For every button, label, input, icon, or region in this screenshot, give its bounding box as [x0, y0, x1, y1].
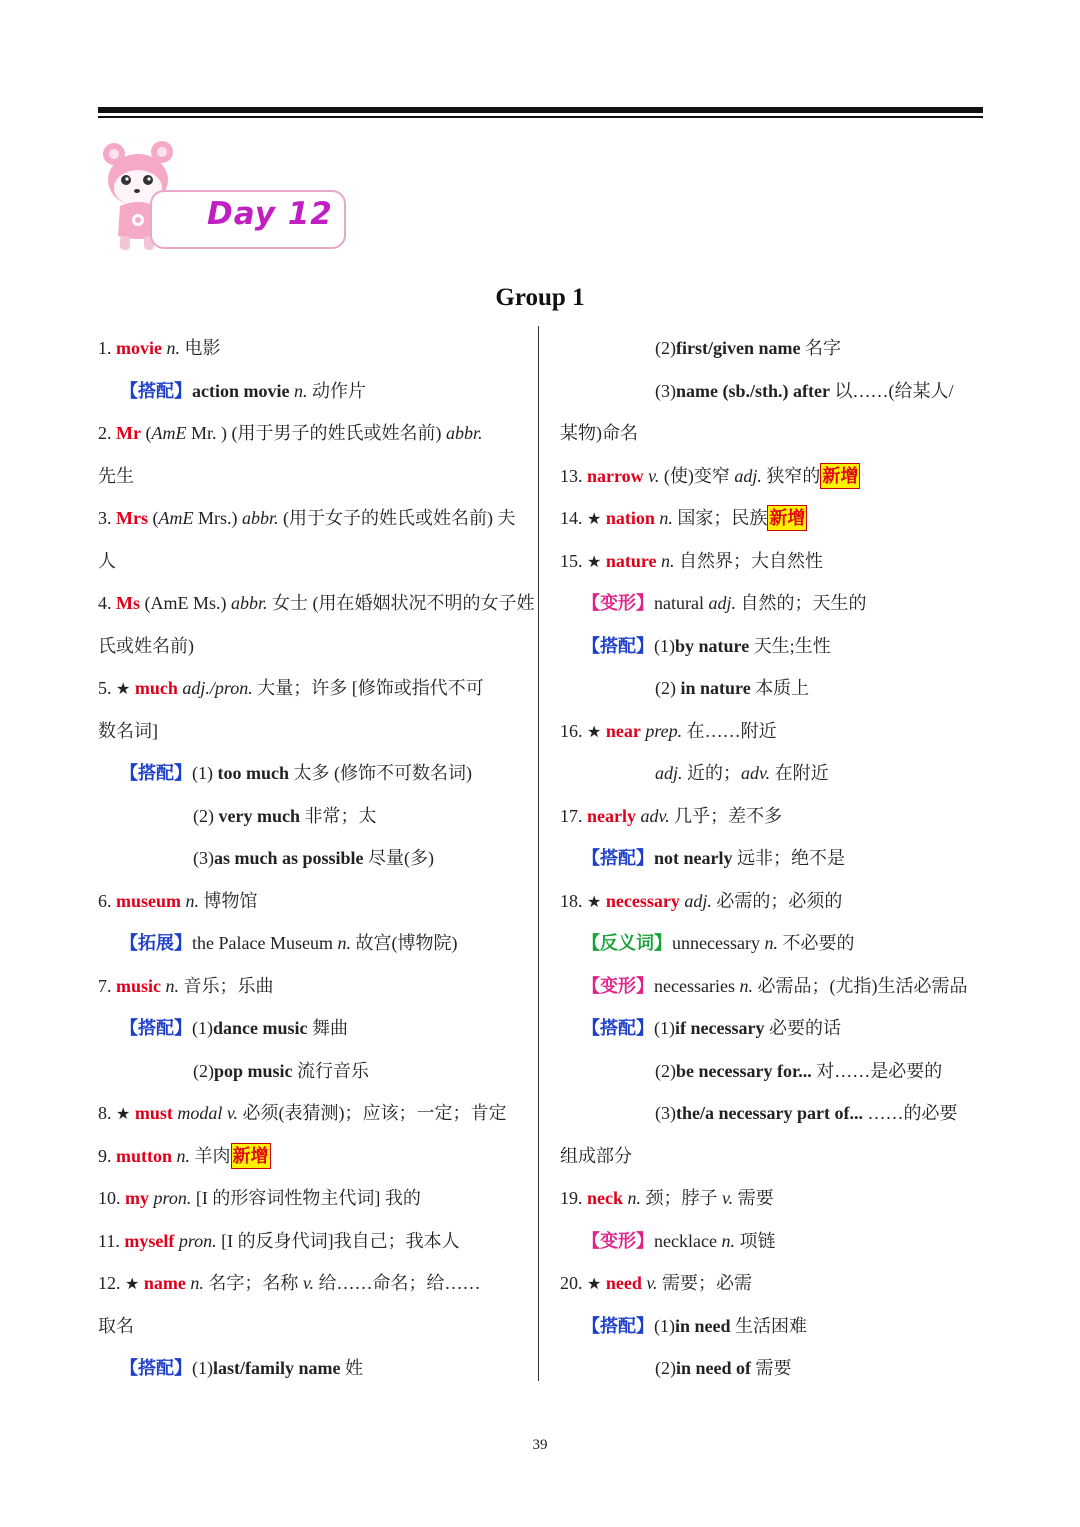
star-icon: ★ — [125, 1274, 140, 1293]
header-rule-thick — [98, 107, 983, 113]
entry-line — [98, 674, 526, 717]
entry-line — [98, 1184, 526, 1227]
entry-text: 音乐；乐曲 — [179, 975, 274, 996]
entry-line — [98, 929, 526, 972]
entry-text: 女士 (用在婚姻状况不明的女子姓 — [267, 593, 535, 613]
entry-text: 颈；脖子 — [641, 1188, 722, 1208]
entry-text: 18. — [560, 890, 587, 911]
entry-text: 本质上 — [750, 678, 810, 698]
entry-text: 必要的话 — [764, 1018, 841, 1038]
tag-label: 【变形】 — [582, 1230, 654, 1251]
entry-text: necklace — [654, 1230, 722, 1251]
entry-line — [560, 1057, 985, 1100]
headword: name — [143, 1273, 186, 1293]
entry-line — [560, 1099, 985, 1142]
entry-text: 流行音乐 — [292, 1060, 370, 1081]
headword: my — [125, 1188, 149, 1208]
entry-text: 电影 — [179, 338, 221, 358]
entry-text: necessaries — [654, 975, 740, 996]
entry-text: Mr. ) (用于男子的姓氏或姓名前) — [186, 423, 446, 443]
entry-line — [98, 504, 526, 547]
entry-text: (2) — [193, 1060, 214, 1081]
entry-text: the Palace Museum — [192, 933, 338, 953]
tag-label: 【搭配】 — [120, 380, 192, 401]
entry-line — [560, 1312, 985, 1355]
entry-text: 给……命名；给…… — [314, 1273, 481, 1293]
entry-text: 6. — [98, 890, 116, 911]
part-of-speech: n. — [293, 380, 308, 401]
entry-text: 9. — [98, 1145, 116, 1166]
entry-text: 10. — [98, 1188, 125, 1208]
entry-line — [98, 1354, 526, 1397]
part-of-speech: adj. — [655, 763, 683, 783]
entry-line — [98, 1099, 526, 1142]
entry-line — [98, 1269, 526, 1312]
entry-line — [98, 887, 526, 930]
part-of-speech: n. — [185, 890, 200, 911]
entry-text: 14. — [560, 508, 587, 528]
headword: nature — [605, 550, 657, 571]
entry-line — [560, 1227, 985, 1270]
phrase: if necessary — [675, 1018, 765, 1038]
entry-text: 项链 — [734, 1230, 776, 1251]
part-of-speech: abbr. — [231, 593, 268, 613]
entry-text: (1) — [654, 1018, 675, 1038]
entry-line — [98, 1312, 526, 1355]
entry-text: 舞曲 — [307, 1018, 348, 1038]
entry-text: 数名词] — [98, 720, 158, 741]
entry-line — [560, 717, 985, 760]
entry-text: 对……是必要的 — [811, 1060, 943, 1081]
entry-text: 太多 (修饰不可数名词) — [289, 763, 472, 783]
entry-text: (AmE Ms.) — [140, 593, 231, 613]
entry-line — [560, 802, 985, 845]
day-label: Day 12 — [207, 196, 333, 232]
entry-text: 尽量(多) — [363, 848, 435, 868]
entry-text: 氏或姓名前) — [98, 635, 194, 656]
entry-line — [98, 334, 526, 377]
entry-text: (1) — [654, 1315, 675, 1336]
phrase: in need — [675, 1315, 731, 1336]
entry-line — [560, 674, 985, 717]
entry-line — [98, 632, 526, 675]
entry-text: 16. — [560, 720, 587, 741]
entry-line — [560, 1014, 985, 1057]
page-number: 39 — [532, 1437, 548, 1453]
entry-line — [560, 759, 985, 802]
headword: movie — [116, 338, 162, 358]
part-of-speech: abbr. — [241, 508, 279, 528]
entry-text: 名字；名称 — [203, 1273, 303, 1293]
headword: myself — [124, 1230, 175, 1251]
entry-text: [I 的形容词性物主代词] 我的 — [191, 1188, 421, 1208]
entry-line — [560, 1142, 985, 1185]
entry-line — [98, 419, 526, 462]
new-badge: 新增 — [820, 463, 860, 489]
entry-line — [560, 887, 985, 930]
entry-text: (2) — [655, 678, 681, 698]
phrase: as much as possible — [214, 848, 364, 868]
entry-line — [560, 632, 985, 675]
entry-line — [98, 547, 526, 590]
entry-text: 1. — [98, 338, 116, 358]
entry-text: 某物)命名 — [560, 423, 638, 443]
entry-text: (用于女子的姓氏或姓名前) 夫 — [278, 508, 516, 528]
entry-text: 动作片 — [307, 380, 366, 401]
entry-text: 狭窄的 — [761, 465, 821, 486]
entry-text: 3. — [98, 508, 116, 528]
part-of-speech: v. — [302, 1273, 314, 1293]
star-icon: ★ — [587, 551, 602, 571]
entry-text: unnecessary — [672, 933, 765, 953]
entry-text: natural — [654, 593, 709, 613]
entry-text: (2) — [655, 338, 676, 358]
part-of-speech: adj. — [708, 593, 736, 613]
headword: music — [116, 975, 161, 996]
entry-line — [98, 802, 526, 845]
part-of-speech: pron. — [153, 1188, 192, 1208]
part-of-speech: n. — [176, 1145, 191, 1166]
entry-text: 大量；许多 [修饰或指代不可 — [252, 678, 484, 698]
part-of-speech: n. — [166, 338, 180, 358]
entry-text: (2) — [655, 1358, 676, 1378]
entry-text: 非常；太 — [299, 805, 377, 826]
tag-label: 【搭配】 — [120, 1018, 192, 1038]
part-of-speech: AmE — [158, 508, 194, 528]
entry-line — [560, 1269, 985, 1312]
tag-label: 【变形】 — [582, 975, 654, 996]
day-label-badge — [150, 190, 346, 249]
tag-label: 【搭配】 — [582, 635, 654, 656]
phrase: not nearly — [654, 848, 733, 868]
entry-line — [98, 1142, 526, 1185]
entry-text: (1) — [192, 1018, 213, 1038]
headword: Ms — [116, 593, 140, 613]
entry-line — [560, 547, 985, 590]
entry-text: 生活困难 — [730, 1315, 808, 1336]
entry-line — [560, 419, 985, 462]
phrase: action movie — [192, 380, 290, 401]
phrase: very much — [218, 805, 300, 826]
entry-line — [560, 504, 985, 547]
headword: museum — [116, 890, 182, 911]
phrase: dance music — [213, 1018, 308, 1038]
entry-line — [560, 377, 985, 420]
entry-text: 需要 — [733, 1188, 774, 1208]
entry-text: 11. — [98, 1230, 125, 1251]
entry-line — [560, 844, 985, 887]
phrase: pop music — [214, 1060, 293, 1081]
part-of-speech: modal v. — [177, 1103, 239, 1123]
star-icon: ★ — [116, 679, 131, 698]
entry-line — [98, 377, 526, 420]
column-divider — [538, 326, 539, 1381]
part-of-speech: n. — [721, 1230, 735, 1251]
phrase: by nature — [675, 635, 750, 656]
part-of-speech: n. — [661, 550, 675, 571]
entry-text: 在附近 — [770, 763, 829, 783]
star-icon: ★ — [587, 891, 602, 911]
part-of-speech: AmE — [151, 423, 187, 443]
headword: mutton — [116, 1145, 173, 1166]
part-of-speech: pron. — [178, 1230, 217, 1251]
entry-text: ( — [140, 423, 152, 443]
entry-text: 13. — [560, 465, 587, 486]
part-of-speech: adj. — [734, 465, 762, 486]
entry-text: (1) — [654, 635, 675, 656]
entry-text: 自然的；天生的 — [736, 593, 867, 613]
entry-line — [98, 844, 526, 887]
entry-text: (1) — [192, 1358, 213, 1378]
tag-label: 【搭配】 — [582, 848, 654, 868]
entry-text: 以……(给某人/ — [829, 380, 954, 401]
header-rule-thin — [98, 116, 983, 118]
entry-text: 20. — [560, 1273, 587, 1293]
entry-text: 故宫(博物院) — [350, 933, 458, 953]
phrase: too much — [217, 763, 289, 783]
headword: near — [605, 720, 641, 741]
entry-text: 必需的；必须的 — [711, 890, 843, 911]
entry-text: 15. — [560, 550, 587, 571]
entry-line — [560, 589, 985, 632]
part-of-speech: n. — [627, 1188, 641, 1208]
left-column — [98, 334, 535, 1397]
right-column — [560, 334, 985, 1397]
headword: neck — [587, 1188, 623, 1208]
phrase: in need of — [676, 1358, 752, 1378]
entry-text: 在……附近 — [682, 720, 777, 741]
entry-text: (3) — [193, 848, 214, 868]
entry-text: 羊肉 — [190, 1145, 231, 1166]
entry-text: 组成部分 — [560, 1145, 632, 1166]
tag-label: 【拓展】 — [120, 933, 192, 953]
entry-line — [560, 462, 985, 505]
entry-text: 17. — [560, 805, 587, 826]
headword: necessary — [605, 890, 680, 911]
entry-line — [98, 462, 526, 505]
tag-label: 【变形】 — [582, 593, 654, 613]
entry-text: 几乎；差不多 — [669, 805, 783, 826]
phrase: be necessary for... — [676, 1060, 812, 1081]
entry-line — [560, 972, 985, 1015]
new-badge: 新增 — [767, 505, 807, 531]
entry-line — [98, 972, 526, 1015]
part-of-speech: n. — [165, 975, 179, 996]
part-of-speech: adj. — [684, 890, 712, 911]
star-icon: ★ — [587, 509, 602, 528]
entry-line — [98, 717, 526, 760]
phrase: in nature — [680, 678, 751, 698]
entry-text: (3) — [655, 380, 676, 401]
entry-text: 取名 — [98, 1315, 134, 1336]
phrase: name (sb./sth.) after — [676, 380, 830, 401]
group-title: Group 1 — [495, 284, 585, 311]
entry-text: (2) — [193, 805, 219, 826]
entry-text: 必须(表猜测)；应该；一定；肯定 — [238, 1103, 507, 1123]
tag-label: 【反义词】 — [582, 933, 672, 953]
part-of-speech: adj./pron. — [182, 678, 253, 698]
entry-text: 博物馆 — [199, 890, 258, 911]
entry-text: 4. — [98, 593, 116, 613]
headword: nearly — [587, 805, 636, 826]
entry-text: (2) — [655, 1060, 676, 1081]
entry-text: (1) — [192, 763, 218, 783]
entry-line — [98, 1057, 526, 1100]
part-of-speech: v. — [648, 465, 660, 486]
part-of-speech: adv. — [640, 805, 670, 826]
part-of-speech: n. — [659, 508, 673, 528]
entry-line — [560, 1354, 985, 1397]
entry-text: (使)变窄 — [659, 465, 735, 486]
star-icon: ★ — [587, 721, 602, 741]
headword: Mr — [116, 423, 141, 443]
headword: narrow — [587, 465, 644, 486]
headword: nation — [605, 508, 655, 528]
entry-text: ……的必要 — [862, 1103, 958, 1123]
star-icon: ★ — [116, 1104, 131, 1123]
entry-text: Mrs.) — [193, 508, 242, 528]
entry-line — [98, 1227, 526, 1270]
part-of-speech: adv. — [741, 763, 771, 783]
entry-text: 近的； — [682, 763, 742, 783]
entry-line — [560, 1184, 985, 1227]
headword: much — [134, 678, 178, 698]
entry-text: 2. — [98, 423, 116, 443]
entry-text: (3) — [655, 1103, 676, 1123]
entry-line — [98, 1014, 526, 1057]
entry-text: 先生 — [98, 465, 134, 486]
tag-label: 【搭配】 — [582, 1315, 654, 1336]
tag-label: 【搭配】 — [120, 1358, 192, 1378]
entry-text: 需要；必需 — [657, 1273, 752, 1293]
entry-text: 姓 — [340, 1358, 363, 1378]
tag-label: 【搭配】 — [582, 1018, 654, 1038]
entry-text: 12. — [98, 1273, 125, 1293]
part-of-speech: v. — [646, 1273, 658, 1293]
entry-text: 名字 — [800, 338, 841, 358]
entry-text: 不必要的 — [777, 933, 855, 953]
phrase: last/family name — [213, 1358, 341, 1378]
headword: need — [605, 1273, 642, 1293]
new-badge: 新增 — [231, 1143, 271, 1169]
phrase: the/a necessary part of... — [676, 1103, 863, 1123]
part-of-speech: n. — [190, 1273, 204, 1293]
part-of-speech: n. — [337, 933, 351, 953]
entry-line — [98, 759, 526, 802]
phrase: first/given name — [676, 338, 801, 358]
entry-text: 必需品；(尤指)生活必需品 — [752, 975, 968, 996]
entry-line — [560, 929, 985, 972]
entry-text: 8. — [98, 1103, 116, 1123]
entry-line — [560, 334, 985, 377]
part-of-speech: abbr. — [445, 423, 483, 443]
entry-text: 19. — [560, 1188, 587, 1208]
part-of-speech: n. — [739, 975, 753, 996]
entry-text: 天生;生性 — [749, 635, 831, 656]
part-of-speech: n. — [764, 933, 778, 953]
entry-text: 人 — [98, 550, 116, 571]
entry-text: 5. — [98, 678, 116, 698]
entry-text: [I 的反身代词]我自己；我本人 — [216, 1230, 460, 1251]
entry-text: 7. — [98, 975, 116, 996]
entry-line — [98, 589, 535, 632]
entry-text: ( — [147, 508, 159, 528]
star-icon: ★ — [587, 1274, 602, 1293]
entry-text: 远非；绝不是 — [732, 848, 845, 868]
entry-text: 自然界；大自然性 — [674, 550, 824, 571]
part-of-speech: prep. — [645, 720, 683, 741]
headword: Mrs — [116, 508, 148, 528]
part-of-speech: v. — [722, 1188, 734, 1208]
entry-text: 需要 — [751, 1358, 792, 1378]
headword: must — [134, 1103, 173, 1123]
entry-text: 国家；民族 — [672, 508, 768, 528]
tag-label: 【搭配】 — [120, 763, 192, 783]
